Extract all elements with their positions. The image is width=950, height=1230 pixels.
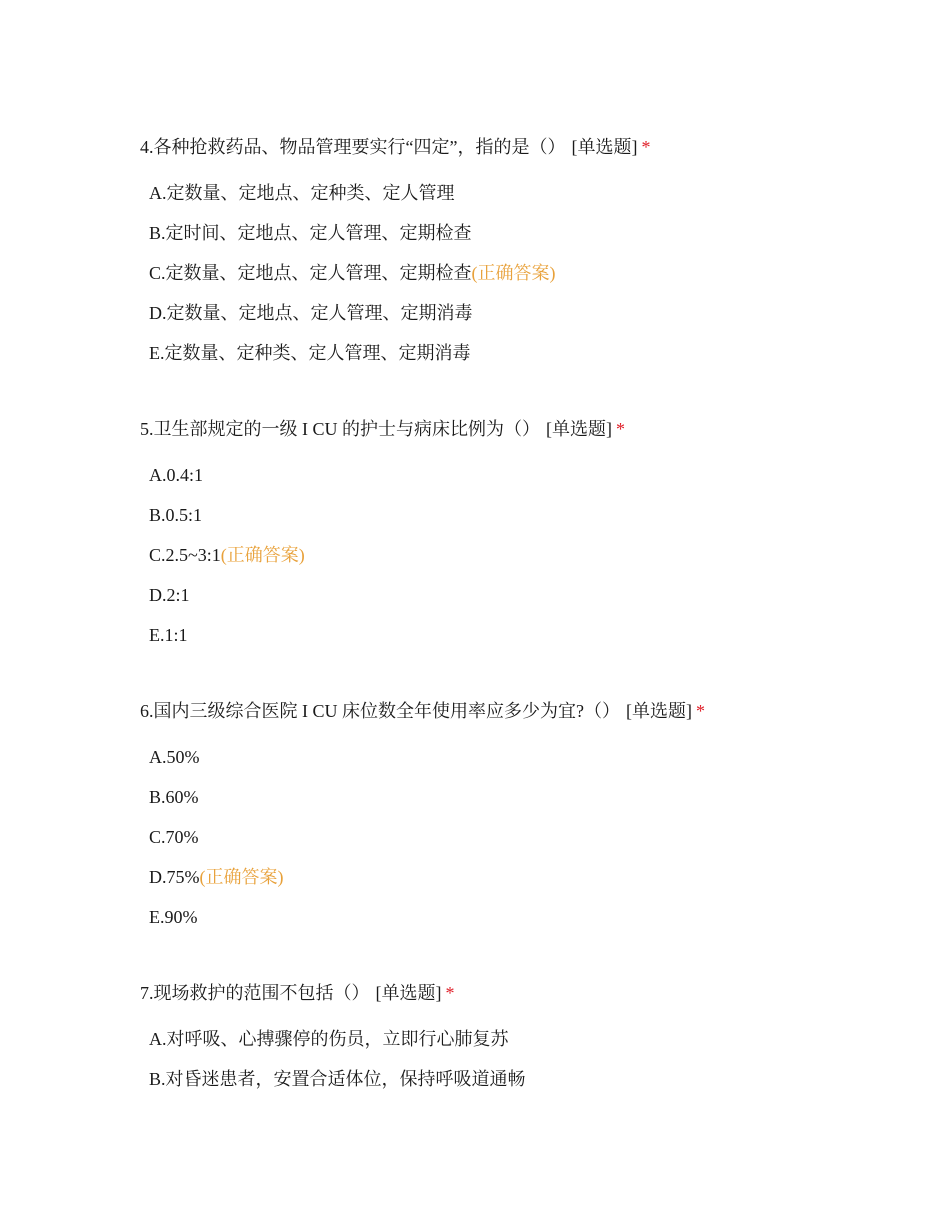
- option-list: [140, 745, 900, 945]
- question-5: [140, 417, 900, 663]
- option-c[interactable]: C.70%: [149, 827, 199, 847]
- question-title: [140, 699, 900, 723]
- option-b[interactable]: B.对昏迷患者，安置合适体位，保持呼吸道通畅: [149, 1069, 526, 1089]
- option-c[interactable]: C.定数量、定地点、定人管理、定期检查(正确答案): [149, 263, 556, 283]
- question-4: [140, 135, 900, 381]
- option-e[interactable]: E.90%: [149, 907, 198, 927]
- question-text: 6.国内三级综合医院 I CU 床位数全年使用率应多少为宜?（）: [140, 701, 620, 721]
- question-6: [140, 699, 900, 945]
- required-mark: *: [445, 983, 455, 1003]
- option-list: [140, 181, 900, 381]
- question-type-label: [单选题]: [375, 983, 442, 1003]
- question-7: [140, 981, 900, 1107]
- option-e[interactable]: E.定数量、定种类、定人管理、定期消毒: [149, 343, 471, 363]
- option-a[interactable]: A.对呼吸、心搏骤停的伤员，立即行心肺复苏: [149, 1029, 509, 1049]
- correct-answer-note: (正确答案): [220, 545, 305, 565]
- option-c[interactable]: C.2.5~3:1(正确答案): [149, 545, 305, 565]
- option-list: [140, 463, 900, 663]
- option-b[interactable]: B.60%: [149, 787, 199, 807]
- question-type-label: [单选题]: [571, 137, 638, 157]
- option-list: [140, 1027, 900, 1107]
- question-title: [140, 981, 900, 1005]
- option-d[interactable]: D.2:1: [149, 585, 190, 605]
- question-type-label: [单选题]: [626, 701, 692, 721]
- option-a[interactable]: A.定数量、定地点、定种类、定人管理: [149, 183, 455, 203]
- option-b[interactable]: B.定时间、定地点、定人管理、定期检查: [149, 223, 472, 243]
- required-mark: *: [641, 137, 651, 157]
- required-mark: *: [696, 701, 705, 721]
- question-type-label: [单选题]: [546, 419, 612, 439]
- correct-answer-note: (正确答案): [199, 867, 284, 887]
- option-a[interactable]: A.50%: [149, 747, 200, 767]
- question-title: [140, 135, 900, 159]
- question-text: 5.卫生部规定的一级 I CU 的护士与病床比例为（）: [140, 419, 540, 439]
- option-a[interactable]: A.0.4:1: [149, 465, 203, 485]
- option-d[interactable]: D.定数量、定地点、定人管理、定期消毒: [149, 303, 473, 323]
- question-text: 4.各种抢救药品、物品管理要实行“四定”，指的是（）: [140, 137, 566, 157]
- question-text: 7.现场救护的范围不包括（）: [140, 983, 370, 1003]
- option-b[interactable]: B.0.5:1: [149, 505, 203, 525]
- correct-answer-note: (正确答案): [471, 263, 556, 283]
- required-mark: *: [616, 419, 625, 439]
- option-e[interactable]: E.1:1: [149, 625, 188, 645]
- question-title: [140, 417, 900, 441]
- option-d[interactable]: D.75%(正确答案): [149, 867, 284, 887]
